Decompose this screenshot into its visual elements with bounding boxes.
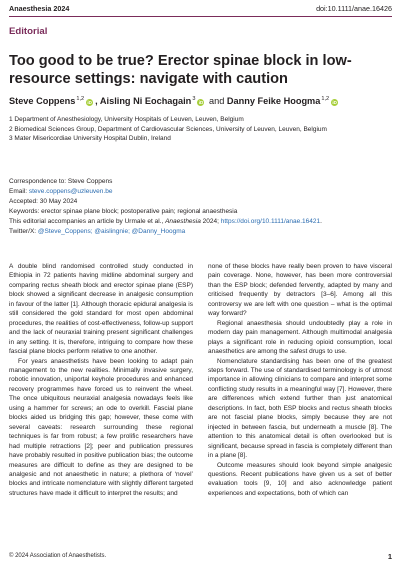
affiliation-line: 1 Department of Anesthesiology, University Hospitals of Leuven, Leuven, Belgium	[9, 116, 244, 123]
body-paragraph: Outcome measures should look beyond simple analgesic questions. Recent publications have given us a set of better evaluation tools [9, 10] and also acknowledge patient experiences and expectations, both of which can	[208, 461, 392, 497]
body-paragraph: Nomenclature standardising has been one of the greatest steps forward. The use of standardised terminology is of utmost importance in allowing clinicians to compare and interpret some conflicting study results in a meaningful way [7]. However, there are differences which extend further than just anatomical descriptions. In fact, both ESP blocks and rectus sheath blocks are not fascial plane blocks, simply because they are not injected in between fascia, but underneath a muscle [8]. The attention to this anatomical detail is often overlooked but is significant, because spread in fascia is completely different than in a plane [8].	[208, 357, 392, 460]
email-link[interactable]: steve.coppens@uzleuven.be	[28, 188, 113, 196]
article-metadata	[9, 177, 392, 238]
email-line	[9, 187, 392, 197]
email-label: Email:	[9, 188, 29, 196]
orcid-icon[interactable]: iD	[332, 100, 337, 105]
accompanying-article-line	[9, 217, 392, 227]
author-name[interactable]: Steve Coppens	[9, 96, 76, 106]
orcid-icon[interactable]: iD	[198, 100, 204, 105]
body-paragraph: Regional anaesthesia should undoubtedly play a role in modern day pain management. Although multimodal analgesia plays a significant role in reducing opioid consumption, local anaesthetics are among the safest drugs to use.	[208, 319, 392, 356]
affiliation-line: 3 Mater Misericordiae University Hospital Dublin, Ireland	[9, 135, 171, 143]
running-header	[9, 4, 392, 16]
author-conjunction: and	[209, 96, 225, 106]
journal-name: Anaesthesia 2024	[9, 4, 70, 13]
affiliations	[9, 115, 392, 144]
body-column-right	[208, 262, 392, 498]
keywords-line: Keywords: erector spinae plane block; postoperative pain; regional anaesthesia	[9, 208, 238, 216]
correspondence-line: Correspondence to: Steve Coppens	[9, 178, 113, 185]
accompanies-end: .	[320, 218, 322, 226]
author-name[interactable]: Aisling Ni Eochagain	[99, 96, 192, 106]
body-paragraph: none of these blocks have really been proven to have visceral pain coverage. None, however, has been more controversial than the ESP block; defended fervently, adapted by many and criticised frequently by detractors [3–6]. Among all this controversy we are left with one question – what is the optimal way forward?	[208, 263, 392, 318]
article-title: Too good to be true? Erector spinae block in low-resource settings: navigate with caution	[9, 53, 352, 87]
doi-text[interactable]: doi:10.1111/anae.16426	[316, 4, 392, 13]
author-affiliation-sup: 1,2	[76, 96, 85, 102]
accompanies-prefix: This editorial accompanies an article by Urmale et al.,	[9, 218, 166, 226]
body-column-left	[9, 262, 193, 498]
twitter-line	[9, 227, 392, 237]
twitter-label: Twitter/X:	[9, 228, 38, 236]
accompanying-article-link[interactable]: https://doi.org/10.1111/anae.16421	[220, 218, 321, 226]
author-list: Steve Coppens$^{1,2}$iD , Aisling Ni Eochagain$^3$iD and Danny Feike Hoogma$^{1,2}$iD	[9, 96, 337, 106]
accompanies-journal: Anaesthesia	[165, 218, 201, 226]
twitter-handles[interactable]: @Steve_Coppens; @aislingnie; @Danny_Hoogma	[37, 228, 186, 236]
author-affiliation-sup: 1,2	[321, 96, 330, 102]
header-divider	[9, 16, 392, 17]
accompanies-mid: 2024;	[200, 218, 221, 226]
author-affiliation-sup: 3	[192, 96, 196, 102]
body-paragraph: A double blind randomised controlled study conducted in Ethiopia in 72 patients having midline abdominal surgery and comparing rectus sheath block and erector spinae plane (ESP) block showed a significant decrease in analgesic consumption in favour of the latter [1]. Although thoracic epidural analgesia is still considered the gold standard for most open abdominal procedures, the realities of cost-effectiveness, follow-up support and the lack of neuraxial training present significant challenges in any setting. It is, therefore, intriguing to compare how these fascial plane blocks perform relative to one another.	[9, 263, 193, 356]
accepted-date: Accepted: 30 May 2024	[9, 198, 78, 206]
body-paragraph: For years anaesthetists have been looking to adapt pain management to the new realities. Minimally invasive surgery, robotic innovation, uniportal keyhole procedures and enhanced recovery programmes have forced us to reinvent the wheel. The once ubiquitous neuraxial analgesia nowadays feels like using a hammer for screws; an ode to overkill. Fascial plane blocks aided us bridging this gap; however, these come with several caveats: research surrounding these regional techniques is far from robust; a few prolific researchers have had multiple retractions [2]; peer and publication pressures have probably resulted in positive publication bias; the outcome measures are difficult to define as they are designed to be analgesic and not anaesthetic in nature; a plethora of ‘novel’ blocks and intricate nomenclature with slightly different targeted structures have made it difficult to interpret the results; and	[9, 357, 193, 497]
page-number: 1	[387, 552, 392, 561]
affiliation-line: 2 Biomedical Sciences Group, Department of Cardiovascular Sciences, University of Leuven, Leuven, Belgium	[9, 125, 327, 133]
article-type-label: Editorial	[9, 26, 48, 37]
author-name[interactable]: Danny Feike Hoogma	[226, 96, 321, 106]
orcid-icon[interactable]: iD	[87, 100, 92, 105]
copyright-notice: © 2024 Association of Anaesthetists.	[9, 553, 107, 559]
